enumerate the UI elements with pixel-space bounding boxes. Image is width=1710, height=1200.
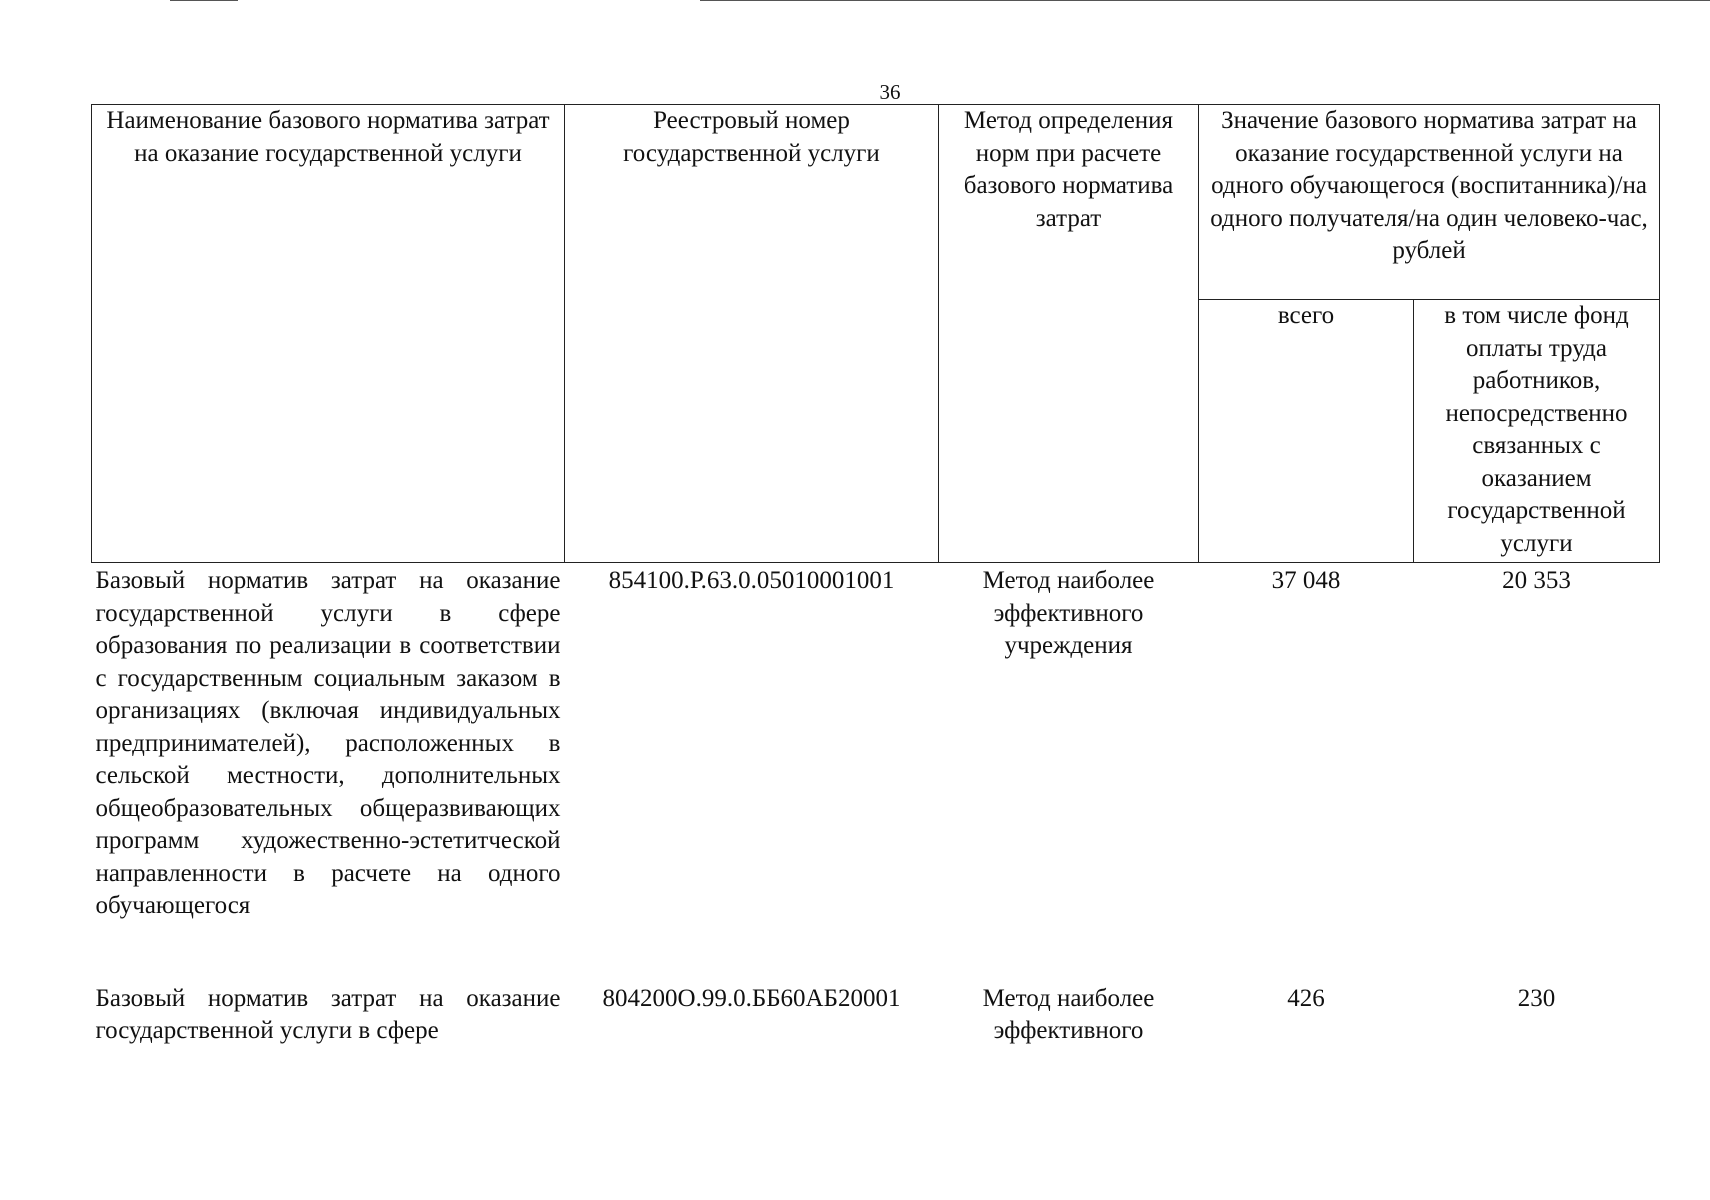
top-rule-left (170, 0, 238, 1)
header-registry: Реестровый номер государственной услуги (565, 105, 939, 563)
table-row (92, 563, 1660, 923)
row-registry: 854100.Р.63.0.05010001001 (608, 567, 895, 594)
row-method: Метод наиболее эффективного учреждения (982, 567, 1155, 659)
row-name: Базовый норматив затрат на оказание государственной услуги в сфере (95, 984, 561, 1044)
header-including-wage: в том числе фонд оплаты труда работников, непосредственно связанных с оказанием государственной услуги (1414, 300, 1660, 563)
row-wage: 20 353 (1502, 567, 1571, 594)
table-header (92, 105, 1660, 563)
row-spacer (92, 923, 1660, 981)
header-method: Метод определения норм при расчете базового норматива затрат (939, 105, 1199, 563)
row-total: 37 048 (1271, 567, 1341, 594)
norm-table (91, 104, 1660, 1048)
table-body (92, 563, 1660, 1048)
header-total: всего (1199, 300, 1414, 563)
header-name: Наименование базового норматива затрат на оказание государственной услуги (92, 105, 565, 563)
page-number: 36 (879, 80, 901, 104)
top-rule-right (700, 0, 1710, 1)
header-value-group: Значение базового норматива затрат на оказание государственной услуги на одного обучающегося (воспитанника)/на одного получателя/на один человеко-час, рублей (1199, 105, 1660, 300)
row-spacer-cell (92, 923, 1660, 981)
row-method: Метод наиболее эффективного (982, 984, 1155, 1044)
row-wage: 230 (1517, 984, 1556, 1012)
row-total: 426 (1287, 984, 1325, 1012)
table-row (92, 981, 1660, 1048)
row-name: Базовый норматив затрат на оказание государственной услуги в сфере образования по реализации в соответствии с государственным социальным заказом в организациях (включая индивидуальных предпринимателей), расположенных в сельской местности, дополнительных общеобразовательных общеразвивающих программ художественно-эстетитческой направленности в расчете на одного обучающегося (95, 567, 561, 919)
header-row-1 (92, 105, 1660, 300)
row-registry: 804200О.99.0.ББ60АБ20001 (602, 984, 901, 1012)
